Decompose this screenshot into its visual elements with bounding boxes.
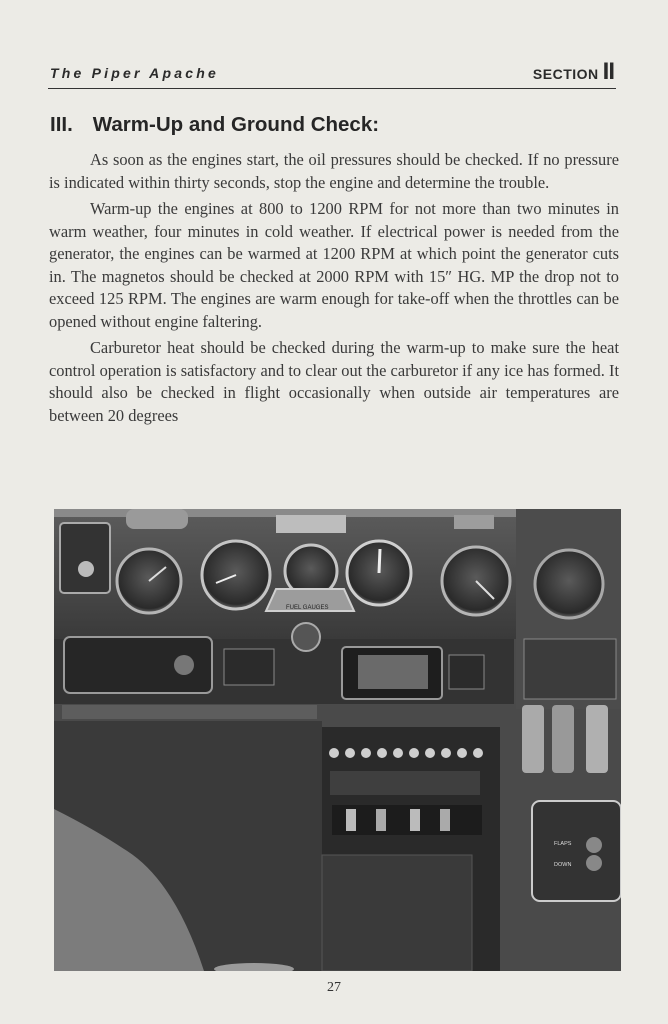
panel-label: FUEL GAUGES bbox=[286, 605, 329, 611]
section-label bbox=[533, 58, 614, 86]
heading-title: Warm-Up and Ground Check: bbox=[92, 113, 380, 136]
section-word: SECTION bbox=[532, 66, 599, 82]
cockpit-panel-illustration bbox=[54, 509, 621, 971]
heading-number: III. bbox=[50, 113, 73, 136]
section-number: II bbox=[602, 58, 614, 85]
paragraph: Warm-up the engines at 800 to 1200 RPM for not more than two minutes in warm weather, four minutes in cold weather. If electrical power is needed from the generator, the engines can be warmed at 1200 RPM at which point the generator cuts in. The magnetos should be checked at 2000 RPM with 15″ HG. MP the drop not to exceed 125 RPM. The engines are warm enough for take-off when the throttles can be opened without engine faltering. bbox=[49, 199, 619, 331]
page-header bbox=[48, 58, 616, 89]
paragraph: As soon as the engines start, the oil pressures should be checked. If no pressure is indicated within thirty seconds, stop the engine and determine the trouble. bbox=[49, 150, 619, 192]
paragraph: Carburetor heat should be checked during the warm-up to make sure the heat control operation is satisfactory and to clear out the carburetor if any ice has formed. It should also be checked in flight occasionally when outside air temperatures are between 20 degrees bbox=[49, 338, 619, 425]
page-number: 27 bbox=[327, 980, 341, 995]
flaps-label: FLAPS bbox=[554, 841, 572, 847]
cockpit-panel-photo bbox=[54, 509, 621, 971]
section-heading bbox=[50, 113, 379, 137]
body-text bbox=[49, 149, 619, 431]
down-label: DOWN bbox=[554, 862, 572, 868]
running-title: The Piper Apache bbox=[50, 65, 219, 81]
